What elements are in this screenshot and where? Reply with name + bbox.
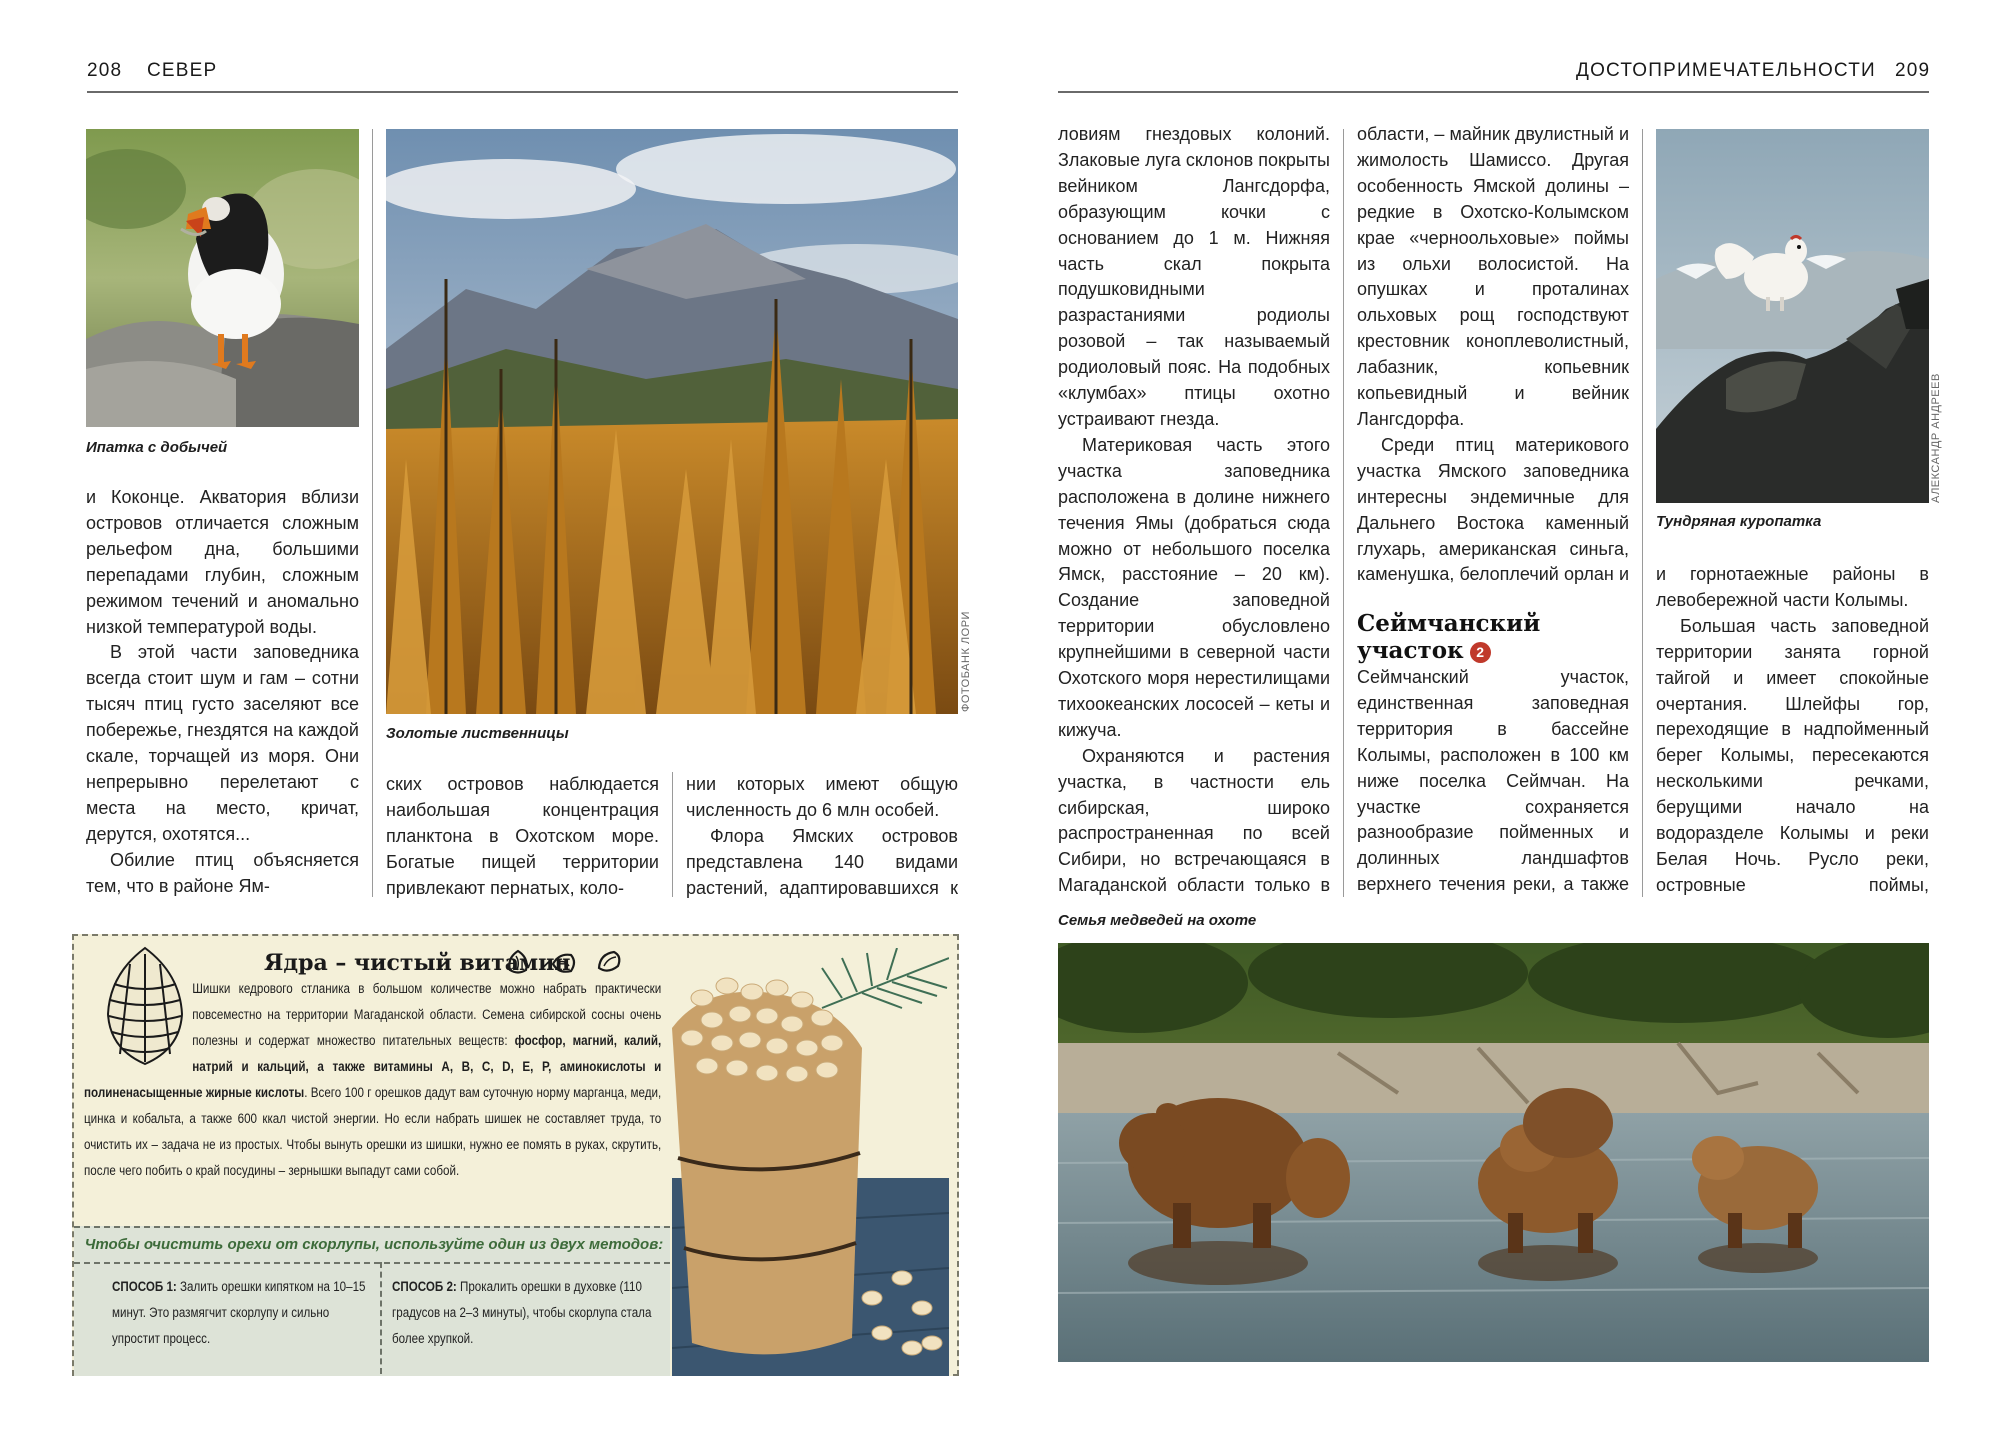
left-col-2	[386, 772, 659, 904]
right-col-1	[1058, 122, 1330, 902]
method-1-text: Залить орешки кипятком на 10–15 минут. Это размягчит скорлупу и сильно упростит процесс.	[112, 1279, 366, 1346]
left-col-1	[86, 485, 359, 905]
paragraph: Флора Ямских островов представлена 140 видами растений, адаптировавшихся к	[686, 825, 958, 898]
paragraph: Охраняются и растения участка, в частности ель сибирская, широко распространенная по всей Сибири, но встречающаяся в Магаданской области только в	[1058, 745, 1330, 896]
ptarmigan-photo-credit: АЛЕКСАНДР АНДРЕЕВ	[1930, 373, 1942, 503]
paragraph: Сеймчанский участок, единственная заповедная территория в бассейне Колымы, расположен в 100 км ниже поселка Сеймчан. На участке сохраняется разнообразие пойменных и долинных ландшафтов верхнего течения реки, а также	[1357, 667, 1629, 895]
methods-divider-mid	[74, 1262, 670, 1264]
methods-heading: Чтобы очистить орехи от скорлупы, используйте один из двух методов:	[84, 1236, 664, 1253]
larches-photo	[386, 129, 958, 714]
column-divider	[1642, 129, 1643, 897]
left-section-title: СЕВЕР	[147, 60, 218, 81]
ptarmigan-photo	[1656, 129, 1929, 503]
right-section-title: ДОСТОПРИМЕЧАТЕЛЬНОСТИ	[1576, 60, 1876, 81]
larches-photo-credit: ФОТОБАНК ЛОРИ	[960, 611, 972, 712]
pine-nut-icon	[594, 948, 624, 976]
sidebar-bold-nutrients: фосфор, магний, калий, натрий и кальций, а также витамины А, В, С, D, Е, Р, аминокислоты и полиненасыщенные жирные кислоты	[84, 1033, 662, 1101]
paragraph: области, – майник двулистный и жимолость Шамиссо. Другая особенность Ямской долины – редкие в Охотско-Колымском крае «черноольховые» поймы из ольхи волосистой. На опушках и проталинах ольховых рощ господствуют крестовник коноплеволистный, лабазник, копьевник копьевидный и вейник Лангсдорфа.	[1357, 124, 1629, 429]
pine-nut-icon	[504, 948, 532, 976]
subhead-text: Сеймчанский участок	[1357, 610, 1541, 664]
puffin-photo	[86, 129, 359, 427]
sidebar-title: Ядра – чистый витамин	[264, 950, 571, 976]
methods-divider-vertical	[380, 1262, 382, 1374]
sidebar-rest: . Всего 100 г орешков дадут вам суточную норму марганца, меди, цинка и кобальта, а также 600 ккал чистой энергии. Но если набрать шишек не составляет труда, то очистить их – задача не из простых. Чтобы вынуть орешки из шишки, нужно ее помять в руках, скрутить, после чего побить о край посудины – зернышки выпадут сами собой.	[84, 1085, 662, 1179]
left-header-rule	[87, 91, 958, 93]
column-divider	[372, 129, 373, 897]
paragraph: и горнотаежные районы в левобережной части Колымы.	[1656, 564, 1929, 610]
right-col-2-top	[1357, 122, 1629, 592]
paragraph: Среди птиц материкового участка Ямского заповедника интересны эндемичные для Дальнего Востока каменный глухарь, американская синьга, каменушка, белоплечий орлан и	[1357, 434, 1629, 585]
right-col-3	[1656, 562, 1929, 902]
bears-photo	[1058, 943, 1929, 1362]
right-col-2-bottom	[1357, 665, 1629, 902]
pine-nuts-photo	[672, 948, 949, 1376]
paragraph: В этой части заповедника всегда стоит шум и гам – сотни тысяч птиц густо заселяют все побережье, гнездятся на каждой скале, торчащей из моря. Они непрерывно перелетают с места на место, кричат, дерутся, охотятся...	[86, 642, 359, 844]
paragraph: нии которых имеют общую численность до 6 млн особей.	[686, 774, 958, 820]
method-2	[392, 1274, 659, 1352]
left-page-number: 208	[87, 60, 123, 81]
pine-nut-icon	[549, 950, 579, 976]
column-divider	[1343, 129, 1344, 897]
right-header-rule	[1058, 91, 1929, 93]
methods-divider-top	[74, 1226, 670, 1228]
method-2-text: Прокалить орешки в духовке (110 градусов на 2–3 минуты), чтобы скорлупа стала более хрупкой.	[392, 1279, 652, 1346]
sidebar-body-text	[84, 976, 661, 1226]
text-wrap-spacer	[84, 976, 192, 1080]
method-1-label: СПОСОБ 1:	[112, 1279, 177, 1294]
method-1	[112, 1274, 370, 1352]
paragraph: Большая часть заповедной территории занята горной тайгой и имеет спокойные очертания. Шлейфы гор, переходящие в надпойменный берег Колымы, пересекаются несколькими речками, берущими начало на водоразделе Колымы и реки Белая Ночь. Русло реки, островные поймы,	[1656, 615, 1929, 895]
sidebar-intro: Шишки кедрового стланика в большом количестве можно набрать практически повсеместно на территории Магаданской области. Семена сибирской сосны очень полезны и содержат множество питательных веществ:	[192, 981, 662, 1049]
larches-caption: Золотые лиственницы	[386, 725, 569, 742]
right-page-number: 209	[1895, 60, 1931, 81]
column-divider	[672, 772, 673, 897]
paragraph: ских островов наблюдается наибольшая концентрация планктона в Охотском море. Богатые пищей территории привлекают пернатых, коло-	[386, 774, 659, 898]
paragraph: Обилие птиц объясняется тем, что в районе Ям-	[86, 849, 359, 896]
paragraph: и Коконце. Акватория вблизи островов отличается сложным рельефом дна, большими перепадами глубин, сложным режимом течений и аномально низкой температурой воды.	[86, 487, 359, 637]
paragraph: Материковая часть этого участка заповедника расположена в долине нижнего течения Ямы (добраться сюда можно от небольшого поселка Ямск, расстояние – 20 км). Создание заповедной территории обусловлено крупнейшими в северной части Охотского моря нерестилищами тихоокеанских лососей – кеты и кижуча.	[1058, 434, 1330, 740]
map-marker-badge: 2	[1470, 642, 1491, 663]
left-col-3	[686, 772, 958, 904]
paragraph: ловиям гнездовых колоний. Злаковые луга склонов покрыты вейником Лангсдорфа, образующим кочки с основанием до 1 м. Нижняя часть скал покрыта подушковидными разрастаниями родиолы розовой – так называемый родиоловый пояс. На подобных «клумбах» птицы охотно устраивают гнезда.	[1058, 124, 1330, 429]
ptarmigan-caption: Тундряная куропатка	[1656, 513, 1822, 530]
puffin-caption: Ипатка с добычей	[86, 439, 228, 456]
method-2-label: СПОСОБ 2:	[392, 1279, 457, 1294]
pine-nut-sidebar	[72, 934, 959, 1376]
seymchan-subhead	[1357, 610, 1629, 664]
bears-caption: Семья медведей на охоте	[1058, 912, 1257, 929]
